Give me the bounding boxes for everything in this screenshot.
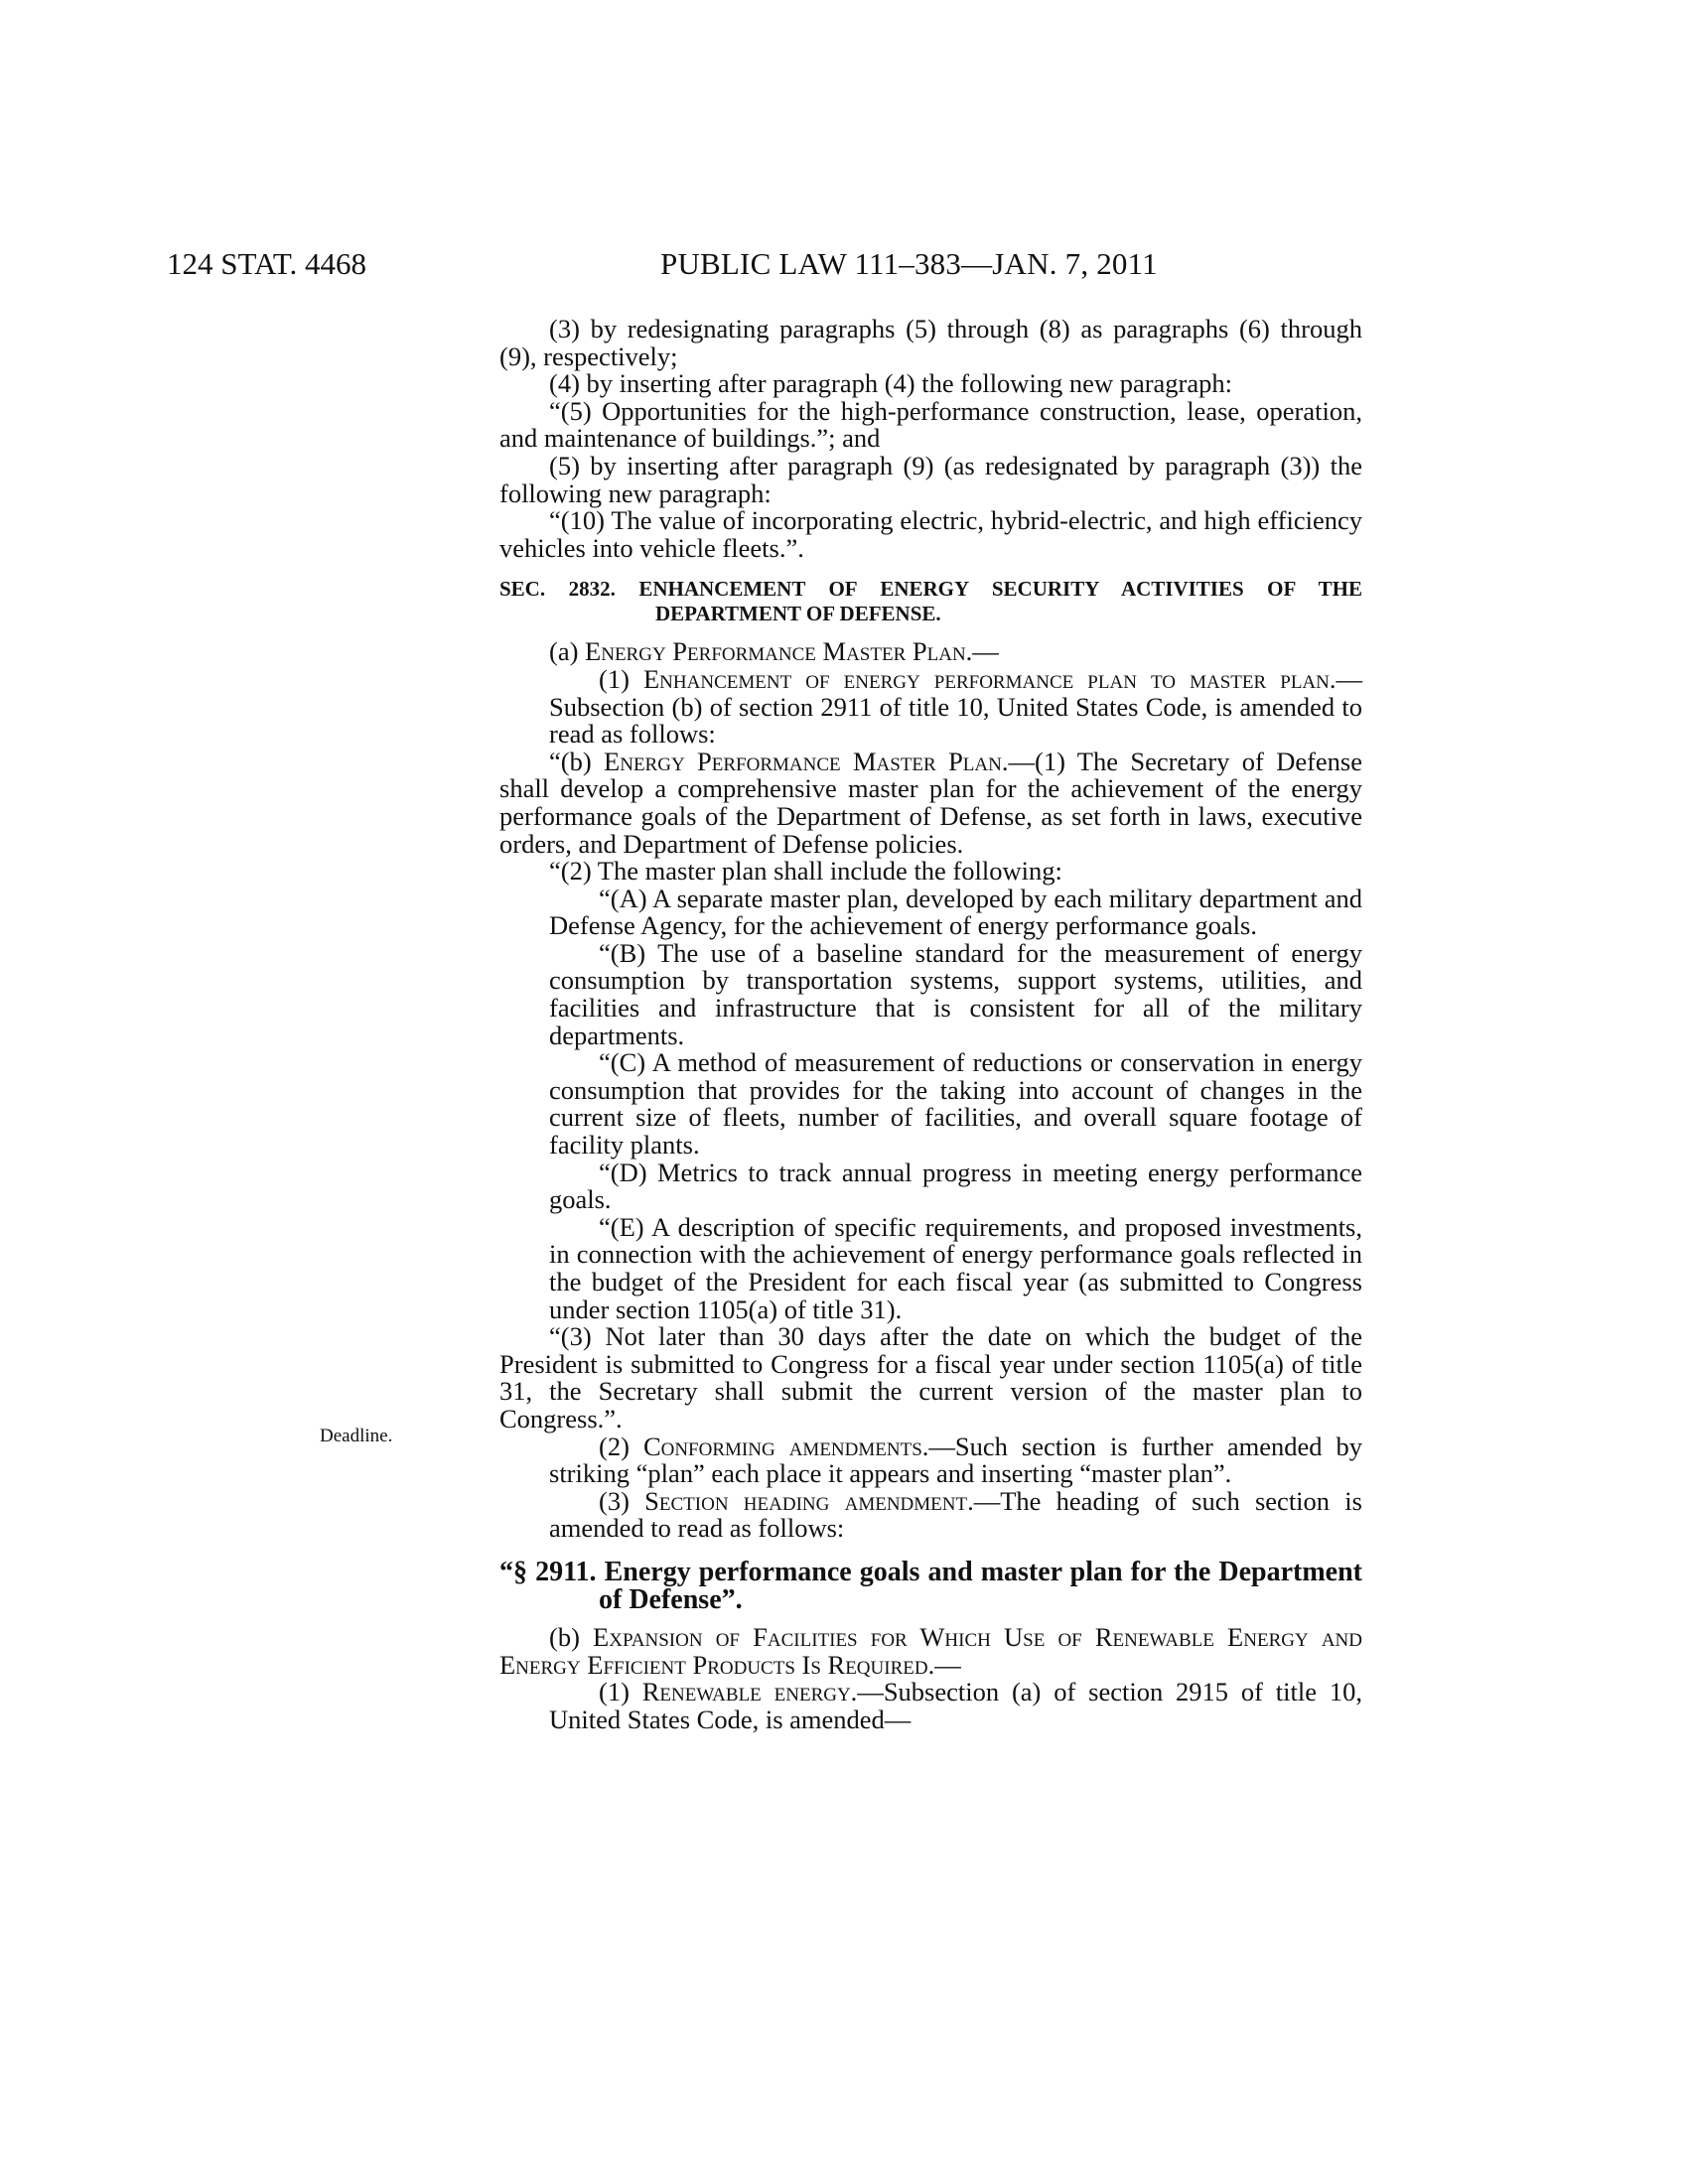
paragraph-3-redesignate: (3) by redesignating paragraphs (5) through (8) as paragraphs (6) through (9), respectively; [499,314,1362,371]
paragraph-b1-text: —Subsection (a) of section 2915 of title 10, United States Code, is amended— [549,1677,1362,1734]
subsection-a-heading [499,638,1362,666]
subsection-b-label: (b) [549,1621,594,1652]
quoted-subparagraph-a: “(A) A separate master plan, developed by each military department and Defense Agency, for the achievement of energy performance goals. [549,883,1362,941]
paragraph-a1-text: —Subsection (b) of section 2911 of title 10, United States Code, is amended to read as follows: [549,663,1362,750]
paragraph-5-insert: (5) by inserting after paragraph (9) (as redesignated by paragraph (3)) the following new paragraph: [499,450,1362,508]
document-body [499,316,1362,1733]
page-header [0,246,1688,286]
quoted-paragraph-2: “(2) The master plan shall include the following: [549,856,1062,887]
paragraph-a2 [499,1433,1362,1488]
quoted-subparagraph-b: “(B) The use of a baseline standard for the measurement of energy consumption by transportation systems, support systems, utilities, and facilities and infrastructure that is consistent for all of the military departments. [549,937,1362,1050]
section-heading-2832: SEC. 2832. ENHANCEMENT OF ENERGY SECURITY ACTIVITIES OF THE DEPARTMENT OF DEFENSE. [499,577,1362,626]
paragraph-b1 [499,1679,1362,1733]
subsection-a-label: (a) [549,636,586,667]
subsection-a-title: Energy Performance Master Plan.— [585,636,999,667]
public-law-title: PUBLIC LAW 111–383—JAN. 7, 2011 [660,246,1158,281]
paragraph-a1 [499,663,1362,750]
statute-page-number: 124 STAT. 4468 [167,246,367,281]
quoted-paragraph-3: “(3) Not later than 30 days after the date on which the budget of the President is submitted to Congress for a fiscal year under section 1105(a) of title 31, the Secretary shall submit the current version of the master plan to Congress.”. [499,1321,1362,1433]
subsection-b-title: Expansion of Facilities for Which Use of Renewable Energy and Energy Efficient Products Is Required.— [499,1621,1362,1680]
margin-note-deadline: Deadline. [320,1426,393,1446]
paragraph-a2-text: —Such section is further amended by striking “plan” each place it appears and inserting “master plan”. [549,1431,1362,1489]
paragraph-a3-number: (3) [599,1485,645,1516]
code-section-heading-2911: “§ 2911. Energy performance goals and master plan for the Department of Defense”. [499,1556,1362,1615]
quoted-subsection-b-heading: Energy Performance Master Plan. [604,746,1009,776]
paragraph-a3 [499,1485,1362,1544]
paragraph-a3-text: —The heading of such section is amended to read as follows: [549,1485,1362,1544]
quoted-paragraph-10: “(10) The value of incorporating electric, hybrid-electric, and high efficiency vehicles into vehicle fleets.”. [499,505,1362,563]
quoted-paragraph-5: “(5) Opportunities for the high-performance construction, lease, operation, and maintenance of buildings.”; and [499,395,1362,454]
quoted-subparagraph-c: “(C) A method of measurement of reductions or conservation in energy consumption that provides for the taking into account of changes in the current size of fleets, number of facilities, and overall square footage of facility plants. [549,1047,1362,1160]
paragraph-4-insert: (4) by inserting after paragraph (4) the following new paragraph: [549,368,1233,399]
quoted-subsection-b-text: —(1) The Secretary of Defense shall develop a comprehensive master plan for the achievement of the energy performance goals of the Department of Defense, as set forth in laws, executive orders, and Department of Defense policies. [499,746,1362,859]
quoted-subparagraph-d: “(D) Metrics to track annual progress in meeting energy performance goals. [549,1157,1362,1215]
paragraph-a1-number: (1) [599,663,643,694]
paragraph-a2-number: (2) [599,1431,643,1461]
paragraph-b1-number: (1) [599,1677,642,1707]
paragraph-a3-heading: Section heading amendment. [644,1485,974,1516]
quoted-subsection-b [499,746,1362,859]
paragraph-a2-heading: Conforming amendments. [642,1431,929,1461]
quoted-subsection-b-open: “(b) [549,746,605,776]
subsection-b-heading [499,1621,1362,1680]
paragraph-b1-heading: Renewable energy. [641,1677,858,1707]
quoted-subparagraph-e: “(E) A description of specific requirements, and proposed investments, in connection with the achievement of energy performance goals reflected in the budget of the President for each fiscal year (as submitted to Congress under section 1105(a) of title 31). [549,1211,1362,1324]
paragraph-a1-heading: Enhancement of energy performance plan to master plan. [643,663,1336,694]
